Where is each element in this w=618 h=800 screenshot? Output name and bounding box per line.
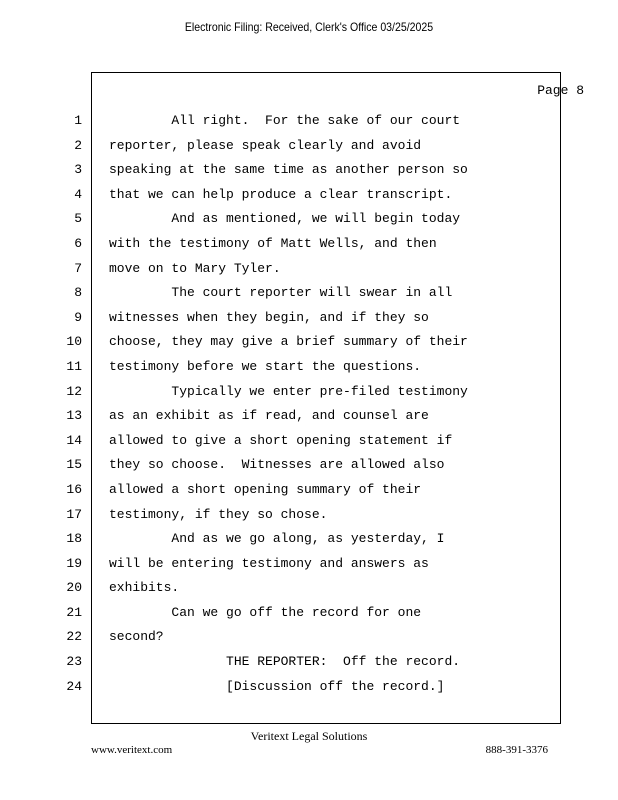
line-text: [Discussion off the record.] (109, 678, 445, 694)
line-number: 16 (66, 481, 82, 497)
line-number: 24 (66, 678, 82, 694)
line-text: The court reporter will swear in all (109, 285, 453, 301)
line-number: 12 (66, 383, 82, 399)
transcript-line (0, 384, 618, 409)
footer-company: Veritext Legal Solutions (250, 729, 368, 743)
line-text: And as we go along, as yesterday, I (109, 531, 445, 547)
transcript-line (0, 285, 618, 310)
transcript-line (0, 211, 618, 236)
line-number: 23 (66, 654, 82, 670)
line-text: testimony before we start the questions. (109, 358, 422, 374)
line-text: exhibits. (109, 580, 180, 596)
transcript-line (0, 310, 618, 335)
line-text: allowed to give a short opening statement if (109, 432, 453, 448)
transcript-line (0, 261, 618, 286)
footer-phone: 888-391-3376 (485, 744, 548, 756)
transcript-line (0, 507, 618, 532)
line-text: will be entering testimony and answers as (109, 555, 429, 571)
line-number: 21 (66, 604, 82, 620)
line-number: 6 (74, 235, 82, 251)
transcript-line (0, 605, 618, 630)
line-number: 20 (66, 580, 82, 596)
line-text: Typically we enter pre-filed testimony (109, 383, 468, 399)
transcript-line (0, 654, 618, 679)
line-text: with the testimony of Matt Wells, and then (109, 235, 437, 251)
transcript-line (0, 334, 618, 359)
transcript-line (0, 359, 618, 384)
line-text: allowed a short opening summary of their (109, 481, 422, 497)
line-number: 8 (74, 285, 82, 301)
line-text: testimony, if they so chose. (109, 506, 328, 522)
transcript-line (0, 433, 618, 458)
page-number: Page 8 (537, 83, 584, 98)
line-text: witnesses when they begin, and if they so (109, 309, 429, 325)
filing-header: Electronic Filing: Received, Clerk's Office 03/25/2025 (184, 20, 434, 34)
line-text: that we can help produce a clear transcript. (109, 186, 453, 202)
line-number: 5 (74, 211, 82, 227)
transcript-line (0, 556, 618, 581)
line-number: 1 (74, 113, 82, 128)
transcript-line (0, 138, 618, 163)
line-number: 15 (66, 457, 82, 473)
line-number: 3 (74, 162, 82, 178)
line-number: 14 (66, 432, 82, 448)
transcript-line (0, 531, 618, 556)
line-text: THE REPORTER: Off the record. (109, 654, 461, 670)
line-number: 7 (74, 260, 82, 276)
line-text: as an exhibit as if read, and counsel are (109, 408, 429, 424)
transcript-line (0, 113, 618, 138)
transcript-line (0, 162, 618, 187)
line-text: And as mentioned, we will begin today (109, 211, 461, 227)
transcript-line (0, 236, 618, 261)
line-text: Can we go off the record for one (109, 604, 422, 620)
line-number: 13 (66, 408, 82, 424)
transcript-line (0, 580, 618, 605)
line-number: 4 (74, 186, 82, 202)
transcript-line (0, 187, 618, 212)
line-text: choose, they may give a brief summary of their (109, 334, 468, 350)
line-number: 10 (66, 334, 82, 350)
footer-website: www.veritext.com (91, 744, 173, 756)
transcript-line (0, 482, 618, 507)
line-number: 11 (66, 358, 82, 374)
line-text: move on to Mary Tyler. (109, 260, 281, 276)
line-number: 22 (66, 629, 82, 645)
line-number: 9 (74, 309, 82, 325)
line-number: 18 (66, 531, 82, 547)
transcript-line (0, 679, 618, 704)
line-text: they so choose. Witnesses are allowed also (109, 457, 445, 473)
line-number: 2 (74, 137, 82, 153)
line-text: speaking at the same time as another person so (109, 162, 468, 178)
transcript-line (0, 457, 618, 482)
line-text: All right. For the sake of our court (109, 113, 461, 128)
transcript-lines (0, 113, 618, 703)
line-text: second? (109, 629, 164, 645)
line-number: 17 (66, 506, 82, 522)
line-text: reporter, please speak clearly and avoid (109, 137, 422, 153)
transcript-line (0, 629, 618, 654)
transcript-line (0, 408, 618, 433)
line-number: 19 (66, 555, 82, 571)
